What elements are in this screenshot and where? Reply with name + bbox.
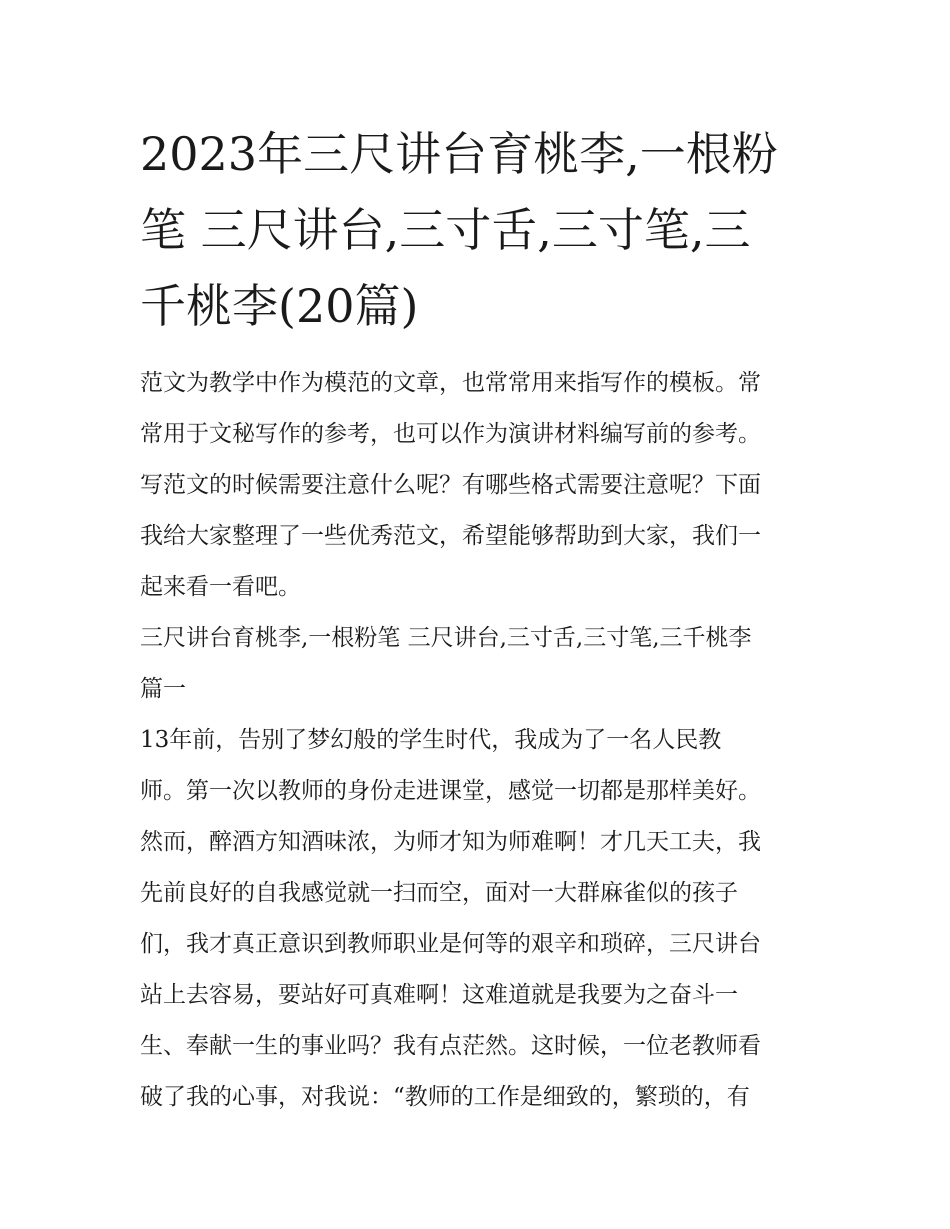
text-line: 13年前，告别了梦幻般的学生时代，我成为了一名人民教 <box>140 727 722 753</box>
text-line: 篇一 <box>140 676 186 702</box>
text-line: 站上去容易，要站好可真难啊！这难道就是我要为之奋斗一 <box>140 982 738 1008</box>
text-line: 先前良好的自我感觉就一扫而空，面对一大群麻雀似的孩子 <box>140 880 738 906</box>
text-line: 我给大家整理了一些优秀范文，希望能够帮助到大家，我们一 <box>140 523 761 549</box>
title-line: 2023年三尺讲台育桃李,一根粉 <box>140 127 778 181</box>
text-line: 破了我的心事，对我说：“教师的工作是细致的，繁琐的，有 <box>140 1084 750 1110</box>
text-line: 师。第一次以教师的身份走进课堂，感觉一切都是那样美好。 <box>140 778 761 804</box>
document-title <box>140 116 812 344</box>
text-line: 然而，醉酒方知酒味浓，为师才知为师难啊！才几天工夫，我 <box>140 829 761 855</box>
title-line: 千桃李(20篇) <box>140 279 419 333</box>
text-line: 范文为教学中作为模范的文章，也常常用来指写作的模板。常 <box>140 370 761 396</box>
text-line: 生、奉献一生的事业吗？我有点茫然。这时候，一位老教师看 <box>140 1033 761 1059</box>
section-heading <box>140 613 812 715</box>
text-line: 常用于文秘写作的参考，也可以作为演讲材料编写前的参考。 <box>140 421 761 447</box>
body-paragraph <box>140 715 812 1123</box>
text-line: 三尺讲台育桃李,一根粉笔 三尺讲台,三寸舌,三寸笔,三千桃李 <box>140 625 752 651</box>
text-line: 起来看一看吧。 <box>140 574 301 600</box>
text-line: 写范文的时候需要注意什么呢？有哪些格式需要注意呢？下面 <box>140 472 761 498</box>
text-line: 们，我才真正意识到教师职业是何等的艰辛和琐碎，三尺讲台 <box>140 931 761 957</box>
document-page <box>140 116 812 1123</box>
intro-paragraph <box>140 358 812 613</box>
title-line: 笔 三尺讲台,三寸舌,三寸笔,三 <box>140 203 751 257</box>
